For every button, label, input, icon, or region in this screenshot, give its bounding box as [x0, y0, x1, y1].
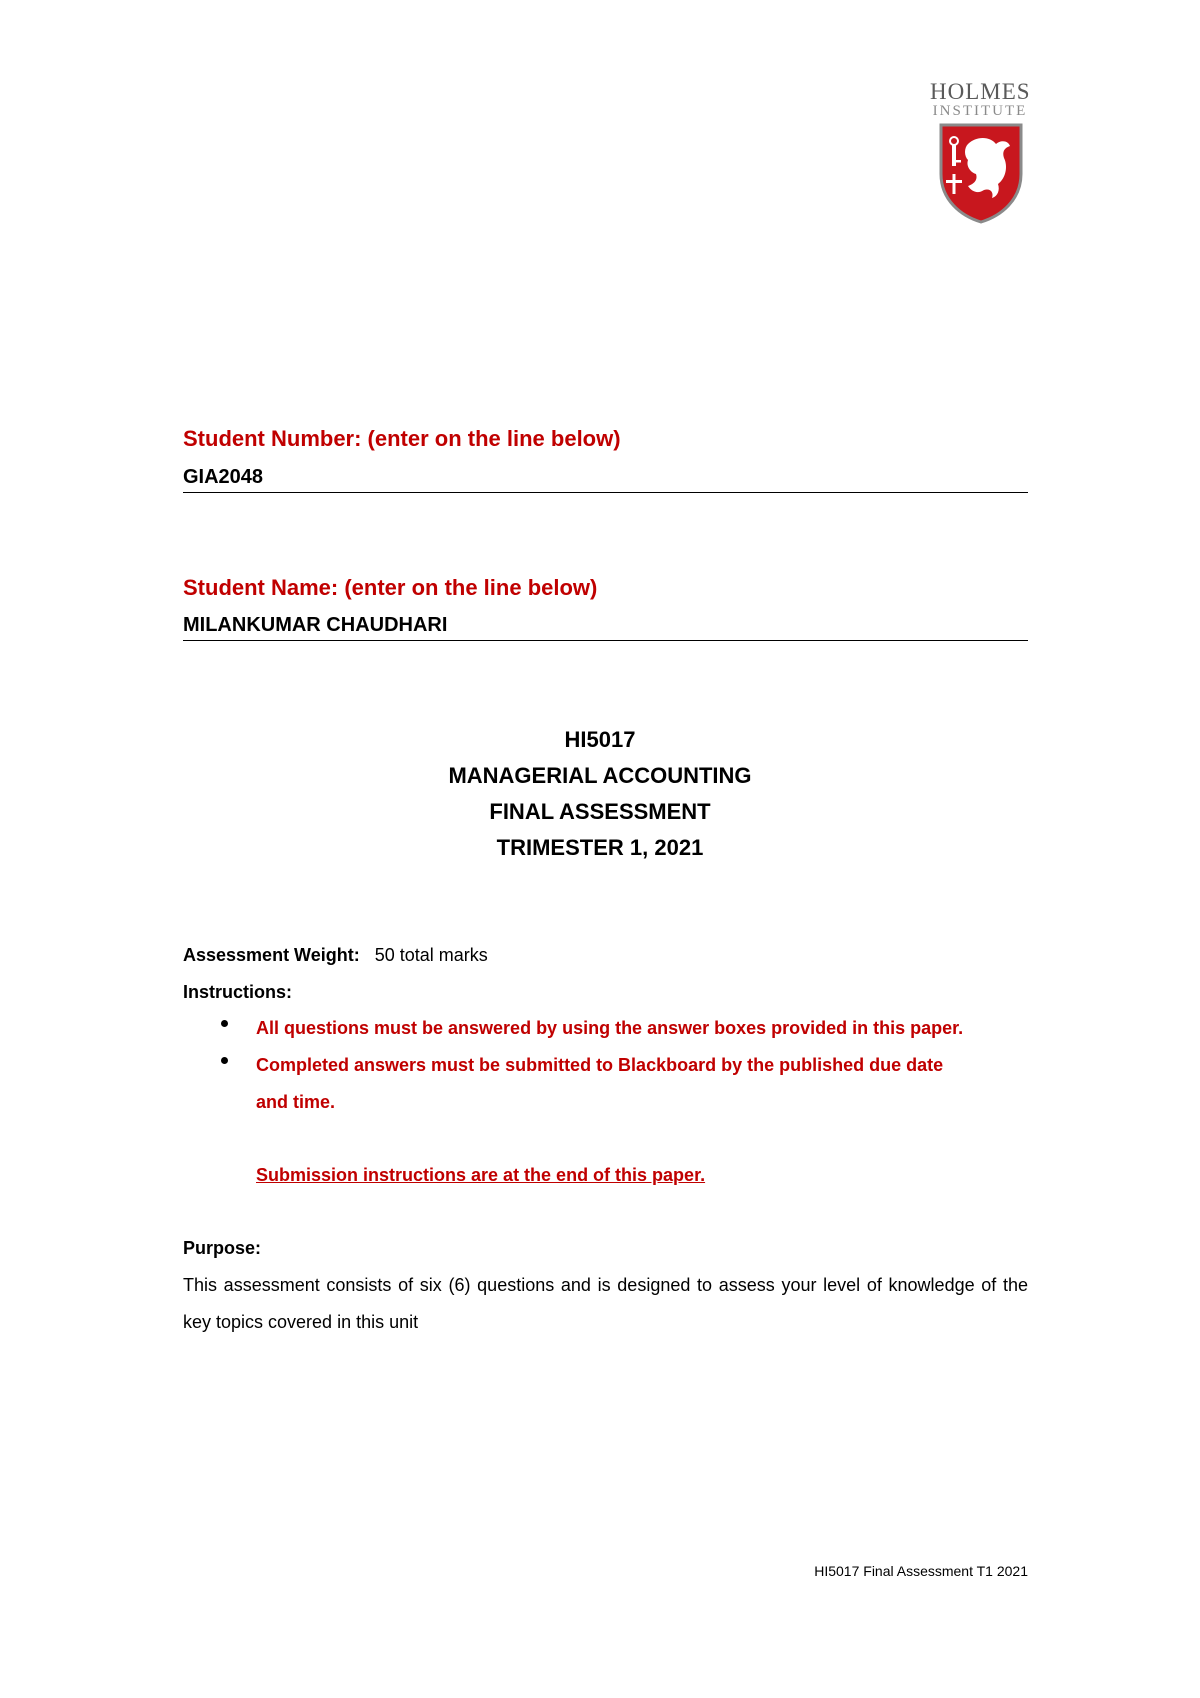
assessment-type: FINAL ASSESSMENT [489, 799, 711, 824]
unit-code: HI5017 [564, 727, 636, 752]
assessment-weight-value: 50 total marks [374, 945, 488, 965]
griffin-shield-icon [938, 122, 1024, 224]
student-name-field[interactable]: MILANKUMAR CHAUDHARI [183, 612, 1028, 641]
trimester: TRIMESTER 1, 2021 [496, 835, 704, 860]
student-name-label: Student Name: (enter on the line below) [183, 575, 598, 600]
student-number-field[interactable]: GIA2048 [183, 464, 1028, 493]
bullet-dot [221, 1020, 228, 1027]
purpose-paragraph: This assessment consists of six (6) questions and is designed to assess your level of knowledge of the key topics covered in this unit [183, 1275, 1028, 1332]
bullet-dot [221, 1057, 228, 1064]
student-number-label: Student Number: (enter on the line below) [183, 426, 621, 451]
assessment-title-block [0, 722, 1200, 866]
assessment-weight-line [183, 945, 488, 966]
submission-instructions-note: Submission instructions are at the end of this paper. [256, 1165, 706, 1185]
page-footer: HI5017 Final Assessment T1 2021 [814, 1563, 1028, 1579]
instruction-item-2: Completed answers must be submitted to Blackboard by the published due date [256, 1055, 944, 1075]
instruction-item-1: All questions must be answered by using the answer boxes provided in this paper. [256, 1018, 964, 1038]
purpose-heading: Purpose: [183, 1238, 262, 1258]
instructions-heading: Instructions: [183, 982, 293, 1002]
assessment-weight-label: Assessment Weight: [183, 945, 360, 965]
holmes-institute-logo [930, 80, 1030, 230]
instruction-item-2-continuation: and time. [256, 1092, 336, 1112]
logo-wordmark-institute: INSTITUTE [932, 103, 1028, 119]
course-name: MANAGERIAL ACCOUNTING [448, 763, 752, 788]
logo-wordmark-holmes: HOLMES [930, 79, 1031, 104]
